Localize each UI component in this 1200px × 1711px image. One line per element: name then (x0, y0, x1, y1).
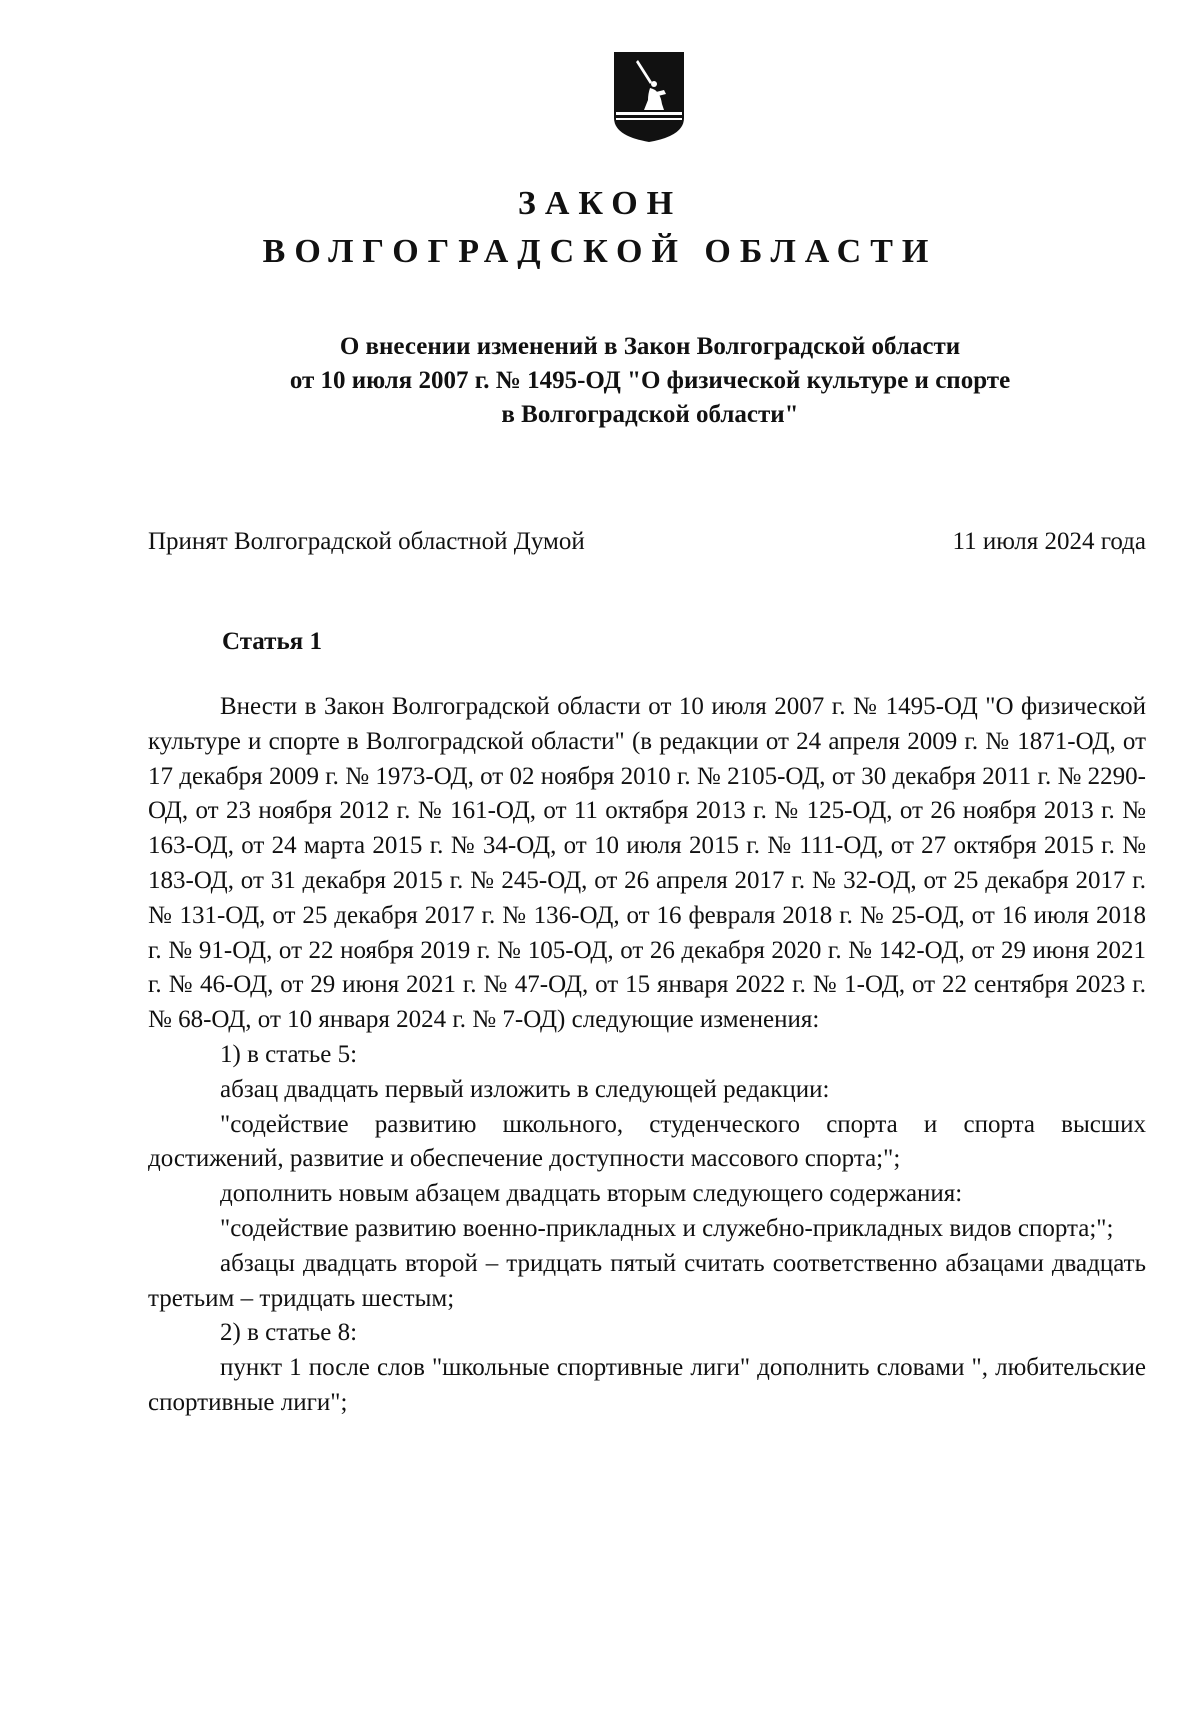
article-body (148, 690, 1146, 1421)
article-paragraph: "содействие развитию школьного, студенческого спорта и спорта высших достижений, развитие и обеспечение доступности массового спорта;"; (148, 1110, 1146, 1173)
law-subject (150, 330, 1150, 432)
subject-line: от 10 июля 2007 г. № 1495-ОД "О физической культуре и спорте (289, 367, 1011, 394)
article-paragraph: "содействие развитию военно-прикладных и служебно-прикладных видов спорта;"; (220, 1214, 1114, 1242)
coat-of-arms-icon (608, 48, 690, 144)
law-title: ЗАКОН (517, 185, 683, 222)
article-paragraph: пункт 1 после слов "школьные спортивные лиги" дополнить словами ", любительские спортивные лиги"; (148, 1354, 1146, 1416)
article-heading: Статья 1 (222, 628, 322, 655)
law-region-title: ВОЛГОГРАДСКОЙ ОБЛАСТИ (262, 233, 938, 270)
article-paragraph: абзацы двадцать второй – тридцать пятый считать соответственно абзацами двадцать третьим – тридцать шестым; (148, 1249, 1146, 1312)
article-paragraph: Внести в Закон Волгоградской области от 10 июля 2007 г. № 1495-ОД "О физической культуре и спорте в Волгоградской области" (в редакции от 24 апреля 2009 г. № 1871-ОД, от 17 декабря 2009 г. № 1973-ОД, от 02 ноября 2010 г. № 2105-ОД, от 30 декабря 2011 г. № 2290-ОД, от 23 ноября 2012 г. № 161-ОД, от 11 октября 2013 г. № 125-ОД, от 26 ноября 2013 г. № 163-ОД, от 24 марта 2015 г. № 34-ОД, от 10 июля 2015 г. № 111-ОД, от 27 октября 2015 г. № 183-ОД, от 31 декабря 2015 г. № 245-ОД, от 26 апреля 2017 г. № 32-ОД, от 25 декабря 2017 г. № 131-ОД, от 25 декабря 2017 г. № 136-ОД, от 16 февраля 2018 г. № 25-ОД, от 16 июля 2018 г. № 91-ОД, от 22 ноября 2019 г. № 105-ОД, от 26 декабря 2020 г. № 142-ОД, от 29 июня 2021 г. № 46-ОД, от 29 июня 2021 г. № 47-ОД, от 15 января 2022 г. № 1-ОД, от 22 сентября 2023 г. № 68-ОД, от 10 января 2024 г. № 7-ОД) следующие изменения: (148, 693, 1146, 1034)
adopted-by: Принят Волгоградской областной Думой (148, 528, 585, 555)
article-paragraph: абзац двадцать первый изложить в следующей редакции: (220, 1075, 830, 1103)
subject-line: О внесении изменений в Закон Волгоградской области (339, 333, 961, 360)
article-paragraph: дополнить новым абзацем двадцать вторым следующего содержания: (220, 1180, 963, 1208)
adoption-date: 11 июля 2024 года (952, 528, 1146, 555)
subject-line: в Волгоградской области" (501, 401, 799, 428)
article-paragraph: 2) в статье 8: (220, 1319, 358, 1347)
article-paragraph: 1) в статье 5: (220, 1040, 358, 1068)
